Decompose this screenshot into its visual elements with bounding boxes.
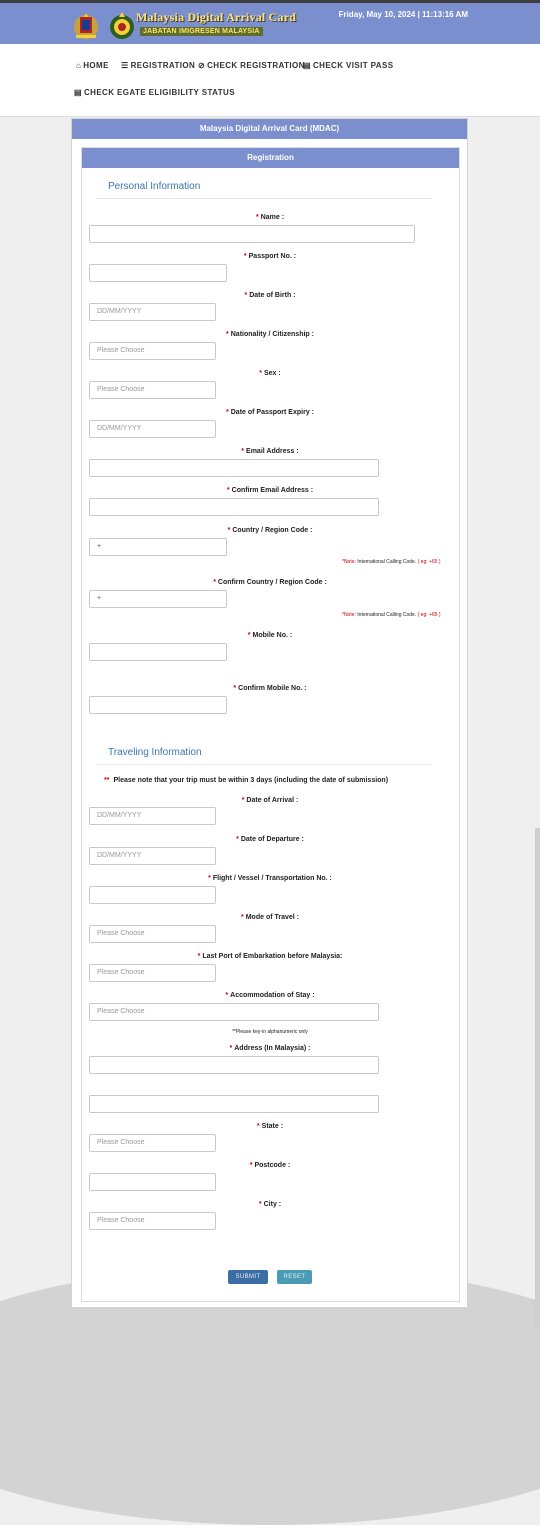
required-marker: *: [244, 292, 248, 299]
accommodation-label-text: Accommodation of Stay :: [230, 992, 315, 999]
dob-label: [244, 292, 295, 299]
passport-label: [244, 253, 296, 260]
nav-check-egate-label: CHECK EGATE ELIGIBILITY STATUS: [83, 88, 235, 97]
mobile-label: [248, 632, 292, 639]
submit-button[interactable]: SUBMIT: [228, 1270, 268, 1284]
address-line1-input[interactable]: [89, 1056, 379, 1074]
calendar-icon: ▤: [303, 61, 311, 70]
required-marker: *: [256, 1123, 260, 1130]
confirm-email-label-text: Confirm Email Address :: [231, 487, 314, 494]
site-subtitle: JABATAN IMIGRESEN MALAYSIA: [140, 27, 263, 36]
confirm-country-code-label-text: Confirm Country / Region Code :: [217, 579, 327, 586]
reset-button[interactable]: RESET: [277, 1270, 312, 1284]
required-marker: *: [226, 409, 229, 416]
passport-expiry-label-text: Date of Passport Expiry :: [230, 409, 314, 416]
confirm-mobile-label: [233, 685, 306, 692]
sex-select[interactable]: Please Choose: [89, 381, 216, 399]
nav-check-registration-label: CHECK REGISTRATION: [207, 61, 305, 70]
required-marker: *: [197, 953, 201, 960]
note-example: ( eg: +65 ): [416, 559, 441, 565]
state-select[interactable]: Please Choose: [89, 1134, 216, 1152]
site-title: Malaysia Digital Arrival Card: [136, 10, 297, 24]
passport-input[interactable]: [89, 264, 227, 282]
nationality-label: [226, 331, 314, 338]
confirm-mobile-input[interactable]: [89, 696, 227, 714]
nav-registration-label: REGISTRATION: [130, 61, 196, 70]
departure-date-input[interactable]: DD/MM/YYYY: [89, 847, 216, 865]
list-icon: ☰: [121, 61, 129, 70]
dob-input[interactable]: DD/MM/YYYY: [89, 303, 216, 321]
nav-check-visit-pass-label: CHECK VISIT PASS: [312, 61, 394, 70]
address-label-text: Address (In Malaysia) :: [234, 1045, 311, 1052]
mode-of-travel-select[interactable]: Please Choose: [89, 925, 216, 943]
city-label: [259, 1201, 281, 1208]
email-label: [241, 448, 298, 455]
required-marker: *: [226, 331, 229, 338]
note-text: International Calling Code.: [357, 612, 417, 618]
country-code-label: [228, 527, 313, 534]
accommodation-select[interactable]: Please Choose: [89, 1003, 379, 1021]
confirm-email-label: [227, 487, 313, 494]
note-example: ( eg: +65 ): [416, 612, 441, 618]
last-port-select[interactable]: Please Choose: [89, 964, 216, 982]
sex-label-text: Sex :: [264, 370, 281, 377]
required-marker: *: [259, 370, 262, 377]
required-marker: *: [243, 253, 247, 260]
section-divider: [96, 764, 432, 765]
confirm-country-code-label: [213, 579, 327, 586]
confirm-email-input[interactable]: [89, 498, 379, 516]
required-marker: *: [208, 875, 211, 882]
nav-registration[interactable]: [121, 61, 195, 70]
note-prefix: *Note:: [342, 559, 358, 565]
city-select[interactable]: Please Choose: [89, 1212, 216, 1230]
required-marker: *: [236, 836, 239, 843]
name-input[interactable]: [89, 225, 415, 243]
immigration-department-logo-icon: [108, 11, 136, 41]
traveling-information-title: Traveling Information: [108, 747, 202, 758]
postcode-label: [250, 1162, 291, 1169]
home-icon: ⌂: [76, 61, 82, 70]
required-marker: *: [255, 214, 259, 221]
accommodation-label: [225, 992, 314, 999]
note-text: International Calling Code.: [357, 559, 417, 565]
malaysia-coat-of-arms-icon: [72, 11, 100, 41]
flight-label-text: Flight / Vessel / Transportation No. :: [212, 875, 332, 882]
nav-check-visit-pass[interactable]: [303, 61, 393, 70]
required-marker: *: [258, 1201, 262, 1208]
passport-expiry-input[interactable]: DD/MM/YYYY: [89, 420, 216, 438]
nav-home[interactable]: [76, 61, 109, 70]
port-label-text: Last Port of Embarkation before Malaysia:: [202, 953, 343, 960]
postcode-label-text: Postcode :: [254, 1162, 291, 1169]
nationality-select[interactable]: Please Choose: [89, 342, 216, 360]
trip-note-marker: **: [104, 777, 110, 784]
trip-duration-note: [104, 777, 388, 784]
check-circle-icon: ⊘: [198, 61, 206, 70]
mobile-input[interactable]: [89, 643, 227, 661]
city-label-text: City :: [263, 1201, 282, 1208]
trip-note-text: Please note that your trip must be within 3 days (including the date of submission): [113, 777, 389, 784]
departure-label: [236, 836, 304, 843]
nav-check-registration[interactable]: [198, 61, 305, 70]
section-divider: [96, 198, 432, 199]
address-line2-input[interactable]: [89, 1095, 379, 1113]
alphanumeric-note: **Please key-in alphanumeric only: [232, 1029, 308, 1035]
mode-of-travel-label: [241, 914, 299, 921]
note-prefix: *Note:: [342, 612, 358, 618]
name-label-text: Name :: [260, 214, 285, 221]
required-marker: *: [225, 992, 229, 999]
departure-label-text: Date of Departure :: [240, 836, 304, 843]
card-heading: Malaysia Digital Arrival Card (MDAC): [72, 119, 467, 139]
confirm-mobile-label-text: Confirm Mobile No. :: [238, 685, 307, 692]
mode-label-text: Mode of Travel :: [245, 914, 300, 921]
country-code-input[interactable]: +: [89, 538, 227, 556]
state-label-text: State :: [261, 1123, 284, 1130]
country-code-label-text: Country / Region Code :: [232, 527, 313, 534]
required-marker: *: [227, 527, 231, 534]
postcode-input[interactable]: [89, 1173, 216, 1191]
required-marker: *: [233, 685, 237, 692]
address-label: [230, 1045, 311, 1052]
required-marker: *: [229, 1045, 233, 1052]
required-marker: *: [241, 448, 245, 455]
name-label: [256, 214, 284, 221]
state-label: [257, 1123, 283, 1130]
last-port-label: [198, 953, 343, 960]
panel-heading: Registration: [82, 148, 459, 168]
top-header: [0, 0, 540, 44]
email-label-text: Email Address :: [246, 448, 299, 455]
nav-check-egate[interactable]: [74, 88, 235, 97]
confirm-country-code-input[interactable]: +: [89, 590, 227, 608]
required-marker: *: [226, 487, 230, 494]
sex-label: [259, 370, 280, 377]
scrollbar[interactable]: [535, 828, 540, 1327]
passport-label-text: Passport No. :: [248, 253, 297, 260]
calendar-icon: ▤: [74, 88, 82, 97]
confirm-country-code-note: [342, 612, 441, 618]
current-datetime: Friday, May 10, 2024 | 11:13:16 AM: [338, 10, 468, 19]
passport-expiry-label: [226, 409, 314, 416]
nationality-label-text: Nationality / Citizenship :: [230, 331, 314, 338]
flight-number-input[interactable]: [89, 886, 216, 904]
flight-label: [208, 875, 332, 882]
arrival-date-input[interactable]: DD/MM/YYYY: [89, 807, 216, 825]
email-input[interactable]: [89, 459, 379, 477]
required-marker: *: [247, 632, 251, 639]
arrival-label-text: Date of Arrival :: [246, 797, 299, 804]
country-code-note: [342, 559, 441, 565]
required-marker: *: [213, 579, 216, 586]
personal-information-title: Personal Information: [108, 181, 201, 192]
mobile-label-text: Mobile No. :: [252, 632, 293, 639]
required-marker: *: [241, 797, 245, 804]
required-marker: *: [249, 1162, 253, 1169]
dob-label-text: Date of Birth :: [249, 292, 296, 299]
arrival-label: [242, 797, 299, 804]
nav-home-label: HOME: [83, 61, 109, 70]
main-navigation: [0, 44, 540, 117]
required-marker: *: [240, 914, 244, 921]
